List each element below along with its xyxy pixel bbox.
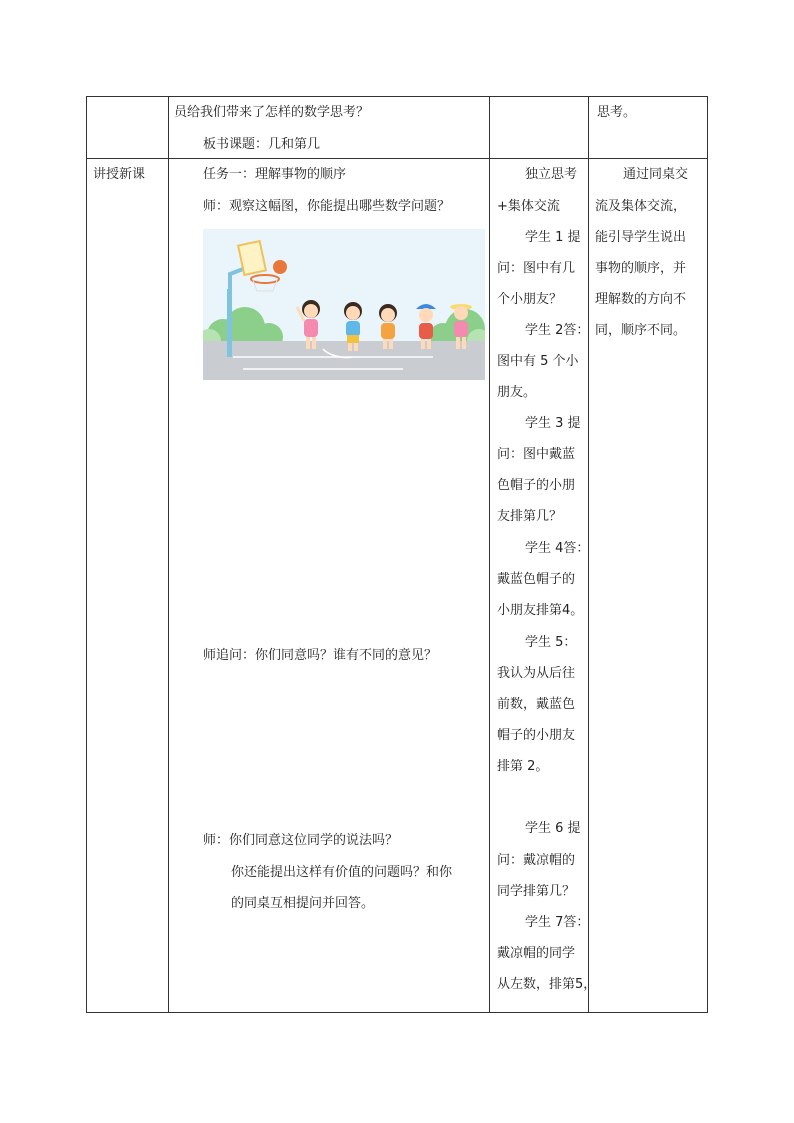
student-line: 同学排第几？ <box>497 884 576 899</box>
student-line: 戴蓝色帽子的 <box>497 572 576 587</box>
student-line: 朋友。 <box>497 385 537 400</box>
student-line: 我认为从后往 <box>497 666 576 681</box>
student-line: 图中有 5 个小 <box>497 354 579 369</box>
basketball-kids-illustration <box>203 229 485 380</box>
student-line: 色帽子的小朋 <box>497 478 576 493</box>
task-title: 任务一：理解事物的顺序 <box>203 167 347 182</box>
teacher-question-4-line1: 你还能提出这样有价值的问题吗？和你 <box>231 865 453 880</box>
purpose-line: 事物的顺序，并 <box>595 261 687 276</box>
row1-lesson-title: 板书课题：几和第几 <box>203 137 321 152</box>
student-line: 学生 1 提 <box>525 230 581 245</box>
student-line: 排第 2。 <box>497 759 549 774</box>
student-line: +集体交流 <box>497 199 560 214</box>
row1-teacher-text-line1: 员给我们带来了怎样的数学思考？ <box>174 105 370 120</box>
table-border-right <box>707 96 708 1013</box>
teacher-question-3: 师：你们同意这位同学的说法吗？ <box>203 833 399 848</box>
purpose-line: 同，顺序不同。 <box>595 323 687 338</box>
student-line: 学生 6 提 <box>525 821 581 836</box>
student-line: 友排第几？ <box>497 509 563 524</box>
table-col-divider-2 <box>489 96 490 1013</box>
student-line: 问：戴凉帽的 <box>497 853 576 868</box>
student-line: 独立思考 <box>525 167 578 182</box>
student-line: 前数，戴蓝色 <box>497 697 576 712</box>
student-line: 学生 3 提 <box>525 416 581 431</box>
table-col-divider-1 <box>168 96 169 1013</box>
purpose-line: 流及集体交流， <box>595 199 687 214</box>
student-line: 戴凉帽的同学 <box>497 946 576 961</box>
row1-purpose-text: 思考。 <box>597 105 637 120</box>
student-line: 学生 2答： <box>525 323 590 338</box>
student-line: 学生 5： <box>525 635 577 650</box>
student-line: 学生 4答： <box>525 541 590 556</box>
purpose-line: 通过同桌交 <box>623 167 689 182</box>
table-border-left <box>86 96 87 1013</box>
student-line: 学生 7答： <box>525 915 590 930</box>
teacher-question-1: 师：观察这幅图，你能提出哪些数学问题？ <box>203 199 451 214</box>
student-line: 从左数，排第5， <box>497 977 597 992</box>
table-row-divider <box>86 158 708 159</box>
student-line: 帽子的小朋友 <box>497 728 576 743</box>
teacher-question-2: 师追问：你们同意吗？谁有不同的意见？ <box>203 648 438 663</box>
student-line: 问：图中戴蓝 <box>497 447 576 462</box>
student-line: 问：图中有几 <box>497 261 576 276</box>
student-line: 个小朋友？ <box>497 292 563 307</box>
student-line: 小朋友排第4。 <box>497 603 584 618</box>
purpose-line: 理解数的方向不 <box>595 292 687 307</box>
table-border-bottom <box>86 1012 708 1013</box>
teacher-question-4-line2: 的同桌互相提问并回答。 <box>231 896 375 911</box>
section-label: 讲授新课 <box>93 167 146 182</box>
purpose-line: 能引导学生说出 <box>595 230 687 245</box>
